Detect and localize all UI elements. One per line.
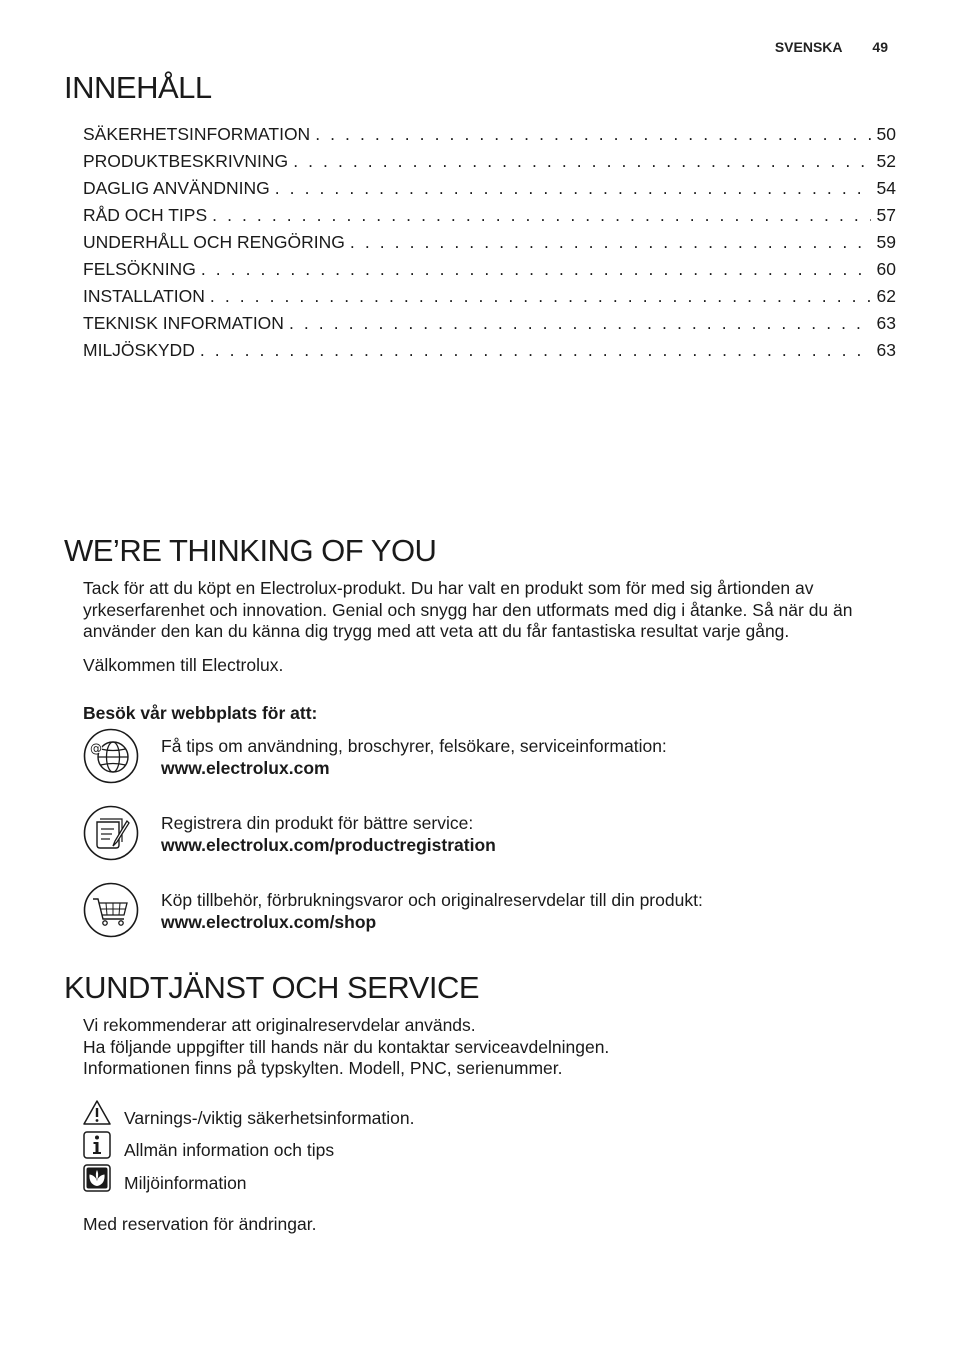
toc-title: INNEHÅLL [64, 70, 212, 105]
welcome-text: Välkommen till Electrolux. [83, 655, 284, 675]
link-row-register [83, 813, 903, 871]
website-link[interactable]: www.electrolux.com [161, 757, 330, 778]
shop-link[interactable]: www.electrolux.com/shop [161, 911, 377, 932]
disclaimer-text: Med reservation för ändringar. [83, 1214, 317, 1234]
link-row-tips [83, 736, 903, 794]
product-registration-link[interactable]: www.electrolux.com/productregistration [161, 834, 496, 855]
symbol-row-warning [83, 1102, 683, 1132]
symbol-label: Varnings-/viktig säkerhetsinformation. [124, 1108, 415, 1128]
link-description: Köp tillbehör, förbrukningsvaror och originalreservdelar till din produkt: [161, 890, 703, 910]
toc-entry[interactable]: DAGLIG ANVÄNDNING . . . 54 [83, 178, 896, 205]
shopping-cart-icon [83, 882, 139, 938]
link-description: Få tips om användning, broschyrer, felsökare, serviceinformation: [161, 736, 667, 756]
toc-entry[interactable]: FELSÖKNING . . . 60 [83, 259, 896, 286]
language-label: SVENSKA [774, 39, 843, 55]
service-paragraph: Vi rekommenderar att originalreservdelar används. Ha följande uppgifter till hands när du kontaktar serviceavdelningen. Informationen finns på typskylten. Modell, PNC, serienummer. [83, 1015, 610, 1078]
page-number: 49 [872, 39, 888, 55]
intro-paragraph: Tack för att du köpt en Electrolux-produkt. Du har valt en produkt som för med sig årtionden av yrkeserfarenhet och innovation. Genial och snygg har den utformats med dig i åtanke. Så när du än använder den kan du känna dig trygg med att veta att du får fantastiska resultat varje gång. [83, 578, 853, 641]
link-row-shop [83, 890, 903, 948]
toc-entry[interactable]: TEKNISK INFORMATION . . . 63 [83, 313, 896, 340]
info-icon [83, 1131, 111, 1159]
toc-entry[interactable]: PRODUKTBESKRIVNING . . . 52 [83, 151, 896, 178]
table-of-contents [83, 124, 896, 367]
thinking-title: WE’RE THINKING OF YOU [64, 533, 437, 568]
toc-entry[interactable]: SÄKERHETSINFORMATION . . . 50 [83, 124, 896, 151]
symbol-row-environment [83, 1167, 683, 1197]
environment-icon [83, 1164, 111, 1192]
warning-triangle-icon [83, 1099, 111, 1127]
svg-text:@: @ [90, 741, 102, 756]
visit-heading: Besök vår webbplats för att: [83, 703, 318, 723]
symbol-label: Allmän information och tips [124, 1140, 335, 1160]
page-header [775, 39, 888, 55]
service-title: KUNDTJÄNST OCH SERVICE [64, 970, 480, 1005]
toc-entry[interactable]: INSTALLATION . . . 62 [83, 286, 896, 313]
toc-entry[interactable]: UNDERHÅLL OCH RENGÖRING . . . 59 [83, 232, 896, 259]
globe-at-icon [83, 728, 139, 784]
toc-entry[interactable]: MILJÖSKYDD . . . 63 [83, 340, 896, 367]
symbol-row-info [83, 1134, 683, 1164]
toc-entry[interactable]: RÅD OCH TIPS . . . 57 [83, 205, 896, 232]
symbol-label: Miljöinformation [124, 1173, 247, 1193]
link-description: Registrera din produkt för bättre service: [161, 813, 474, 833]
register-document-icon [83, 805, 139, 861]
